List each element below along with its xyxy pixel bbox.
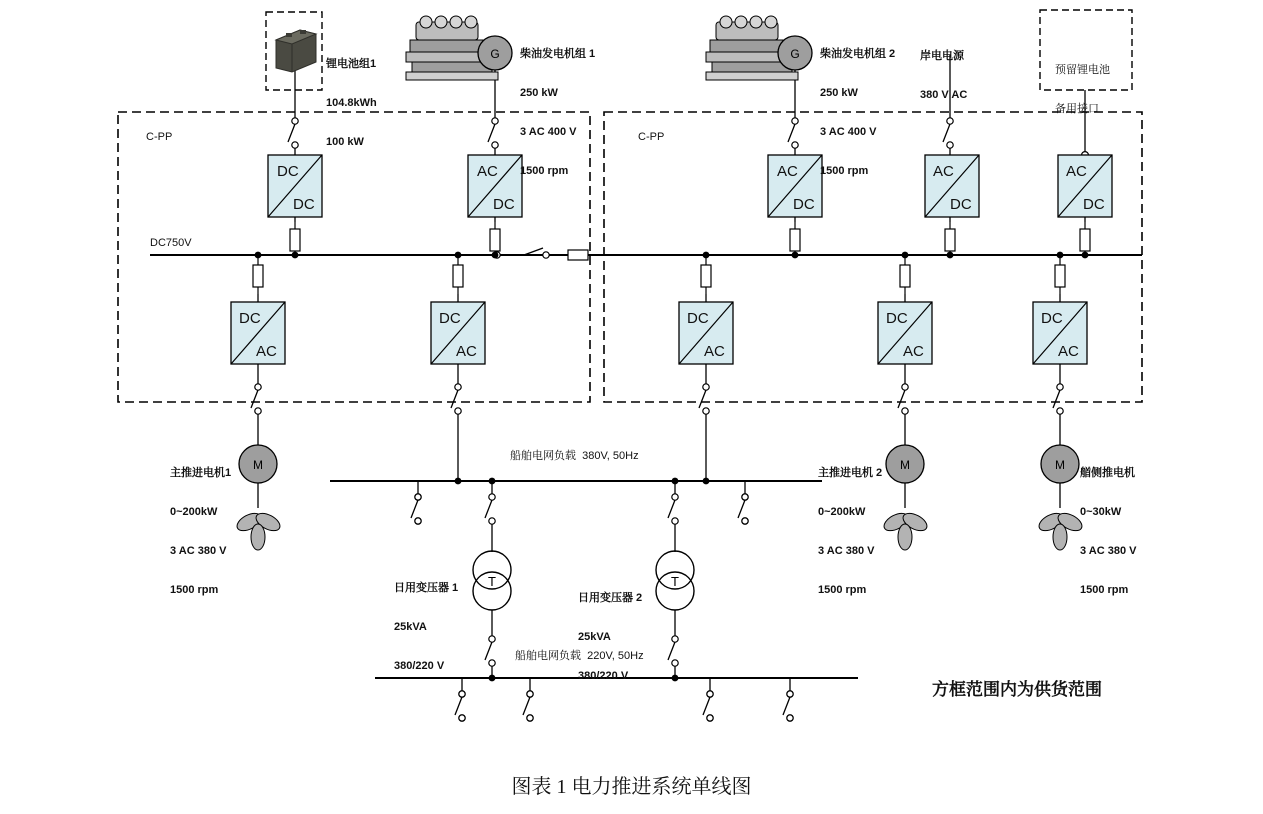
svg-text:DC: DC <box>793 196 815 213</box>
svg-text:AC: AC <box>477 163 498 180</box>
reserved-battery-label: 预留锂电池 备用接口 <box>1055 64 1110 115</box>
main-propulsion-motor-2-label: 主推进电机 2 0~200kW 3 AC 380 V 1500 rpm <box>818 467 883 596</box>
diesel-genset-1-label: 柴油发电机组 1 250 kW 3 AC 400 V 1500 rpm <box>520 48 596 177</box>
ac380-bus-label: 船舶电网负载 380V, 50Hz <box>510 450 639 462</box>
svg-text:M: M <box>1055 458 1065 472</box>
side-thruster-motor-label: 艏侧推电机 0~30kW 3 AC 380 V 1500 rpm <box>1080 467 1137 596</box>
lithium-battery-1-label: 锂电池组1 104.8kWh 100 kW <box>326 58 377 148</box>
zone-label-2: C-PP <box>638 131 665 143</box>
svg-text:DC: DC <box>886 310 908 327</box>
svg-text:AC: AC <box>933 163 954 180</box>
svg-text:M: M <box>253 458 263 472</box>
shore-power-label: 岸电电源 380 V AC <box>920 50 968 101</box>
svg-text:DC: DC <box>950 196 972 213</box>
svg-text:T: T <box>488 574 496 589</box>
svg-text:DC: DC <box>687 310 709 327</box>
svg-text:AC: AC <box>903 343 924 360</box>
svg-text:DC: DC <box>1041 310 1063 327</box>
svg-text:DC: DC <box>439 310 461 327</box>
svg-text:DC: DC <box>277 163 299 180</box>
genset-2-symbol <box>706 16 812 80</box>
svg-text:AC: AC <box>704 343 725 360</box>
diesel-genset-2-label: 柴油发电机组 2 250 kW 3 AC 400 V 1500 rpm <box>820 48 896 177</box>
main-propulsion-motor-1-label: 主推进电机1 0~200kW 3 AC 380 V 1500 rpm <box>170 467 232 596</box>
svg-text:G: G <box>790 47 800 61</box>
svg-text:AC: AC <box>1066 163 1087 180</box>
svg-text:AC: AC <box>777 163 798 180</box>
service-transformer-1-label: 日用变压器 1 25kVA 380/220 V <box>394 582 459 672</box>
svg-text:DC: DC <box>239 310 261 327</box>
svg-text:DC: DC <box>1083 196 1105 213</box>
svg-text:M: M <box>900 458 910 472</box>
battery-symbol <box>276 30 316 72</box>
svg-text:T: T <box>671 574 679 589</box>
figure-caption: 图表 1 电力推进系统单线图 <box>511 776 752 798</box>
svg-text:DC: DC <box>293 196 315 213</box>
svg-text:AC: AC <box>256 343 277 360</box>
svg-text:AC: AC <box>456 343 477 360</box>
svg-text:G: G <box>490 47 500 61</box>
zone-label-1: C-PP <box>146 131 173 143</box>
svg-text:DC: DC <box>493 196 515 213</box>
service-transformer-2-label: 日用变压器 2 25kVA 380/220 V <box>578 592 643 682</box>
supply-scope-note: 方框范围内为供货范围 <box>932 680 1102 699</box>
svg-text:AC: AC <box>1058 343 1079 360</box>
dc-bus-label: DC750V <box>150 237 192 249</box>
ac220-bus-label: 船舶电网负载 220V, 50Hz <box>515 650 644 662</box>
genset-1-symbol <box>406 16 512 80</box>
